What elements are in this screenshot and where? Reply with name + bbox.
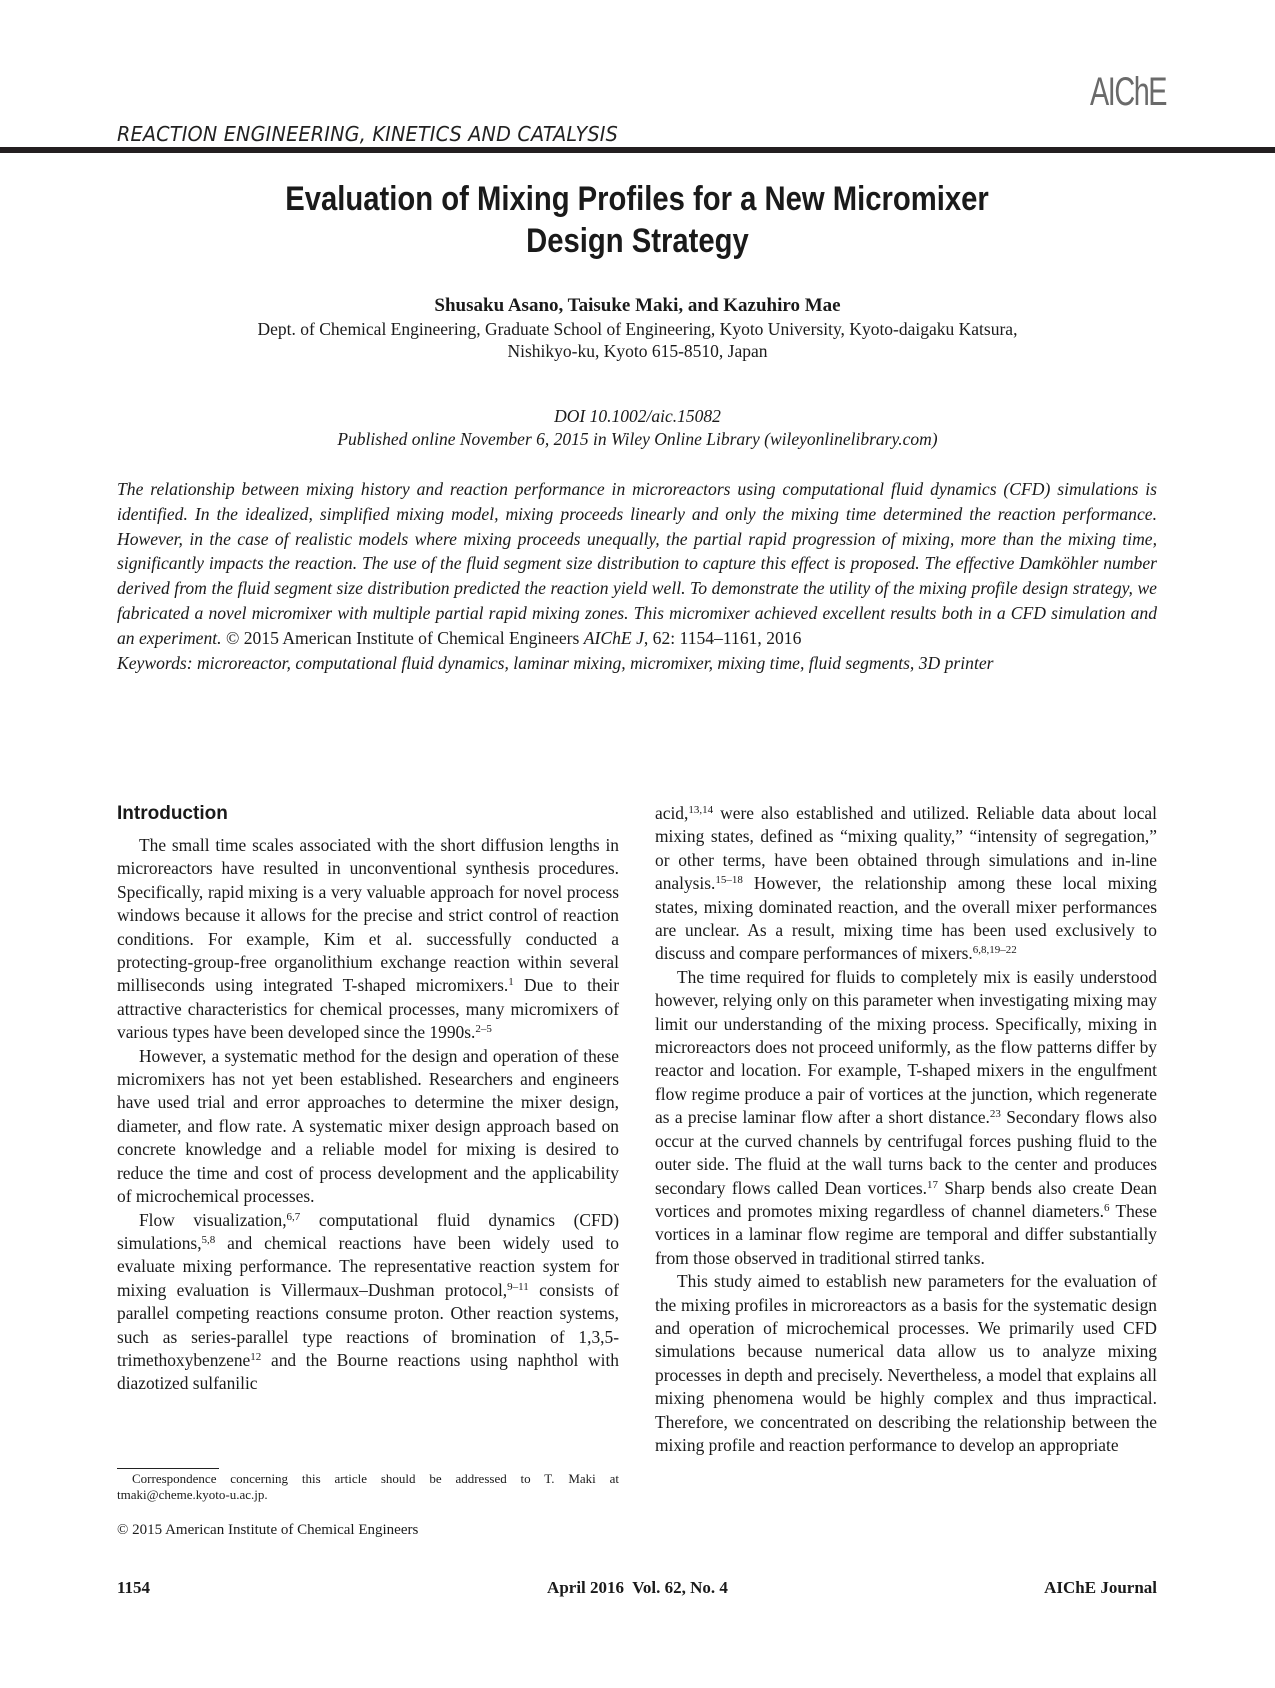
paragraph: Flow visualization,$^{6,7}$ computational fluid dynamics (CFD) simulations,$^{5,8}$ and chemical reactions have been widely used to evaluate mixing performance. The representative reaction system for mixing evaluation is Villermaux–Dushman protocol,$^{9-11}$ consists of parallel competing reactions consume proton. Other reaction systems, such as series-parallel type reactions of bromination of 1,3,5-trimethoxybenzene$^{12}$ and the Bourne reactions using naphthol with diazotized sulfanilic [117,1209,619,1394]
journal-abbrev: AIChE J [583,627,644,648]
footnote-divider [117,1468,219,1469]
publication-info [0,405,1275,451]
affiliation [0,318,1275,362]
journal-name: AIChE Journal [1044,1578,1157,1597]
citation-ref[interactable]: 6,7 [286,1210,301,1223]
citation-ref[interactable]: 2–5 [475,1023,492,1036]
keywords: Keywords: microreactor, computational fluid dynamics, laminar mixing, micromixer, mixing time, fluid segments, 3D printer [117,652,994,673]
citation-ref[interactable]: 6,8,19–22 [972,944,1017,957]
abstract [117,477,1157,675]
correspondence-footnote: Correspondence concerning this article should be addressed to T. Maki at tmaki@cheme.kyoto-u.ac.jp. [117,1471,619,1502]
affiliation-line-1: Dept. of Chemical Engineering, Graduate School of Engineering, Kyoto University, Kyoto-daigaku Katsura, [257,319,1018,339]
aiche-logo: AIChE [1090,70,1167,114]
citation-ref[interactable]: 15–18 [715,874,743,887]
issue-info: April 2016 Vol. 62, No. 4 [547,1578,728,1597]
citation-ref[interactable]: 9–11 [507,1280,529,1293]
paragraph: This study aimed to establish new parameters for the evaluation of the mixing profiles in microreactors as a basis for the systematic design and operation of microchemical processes. We primarily used CFD simulations because numerical data allow us to analyze mixing processes in depth and precisely. Nevertheless, a model that explains all mixing phenomena would be highly complex and thus impractical. Therefore, we concentrated on describing the relationship between the mixing profile and reaction performance to develop an appropriate [655,1271,1157,1455]
paragraph: The small time scales associated with the short diffusion lengths in microreactors have resulted in unconventional synthesis procedures. Specifically, rapid mixing is a very valuable approach for novel process windows because it allows for the precise and strict control of reaction conditions. For example, Kim et al. successfully conducted a protecting-group-free organolithium exchange reaction within several milliseconds using integrated T-shaped micromixers.$^1$ Due to their attractive characteristics for chemical processes, many micromixers of various types have been developed since the 1990s.$^{2-5}$ [117,835,619,1043]
article-title [0,178,1275,262]
citation-ref[interactable]: 5,8 [201,1233,216,1246]
doi-link[interactable]: DOI 10.1002/aic.15082 [554,406,721,426]
citation-ref[interactable]: 17 [927,1178,939,1191]
abstract-text: The relationship between mixing history and reaction performance in microreactors using computational fluid dynamics (CFD) simulations is identified. In the idealized, simplified mixing model, mixing proceeds linearly and only the mixing time determined the reaction performance. However, in the case of realistic models where mixing proceeds unequally, the partial rapid progression of mixing, more than the mixing time, significantly impacts the reaction. The use of the fluid segment size distribution to capture this effect is proposed. The effective Damköhler number derived from the fluid segment size distribution predicted the reaction yield well. To demonstrate the utility of the mixing profile design strategy, we fabricated a novel micromixer with multiple partial rapid mixing zones. This micromixer achieved excellent results both in a CFD simulation and an experiment. [117,479,1157,648]
page-number: 1154 [117,1578,151,1597]
paragraph: acid,$^{13,14}$ were also established and utilized. Reliable data about local mixing states, defined as “mixing quality,” “intensity of segregation,” or other terms, have been obtained through simulations and in-line analysis.$^{15-18}$ However, the relationship among these local mixing states, mixing dominated reaction, and the overall mixer performances are unclear. As a result, mixing time has been used exclusively to discuss and compare performances of mixers.$^{6,8,19-22}$ [655,803,1157,964]
abstract-copyright: © 2015 American Institute of Chemical Engineers [221,627,584,648]
body-column-left [117,802,619,1396]
header-rule [0,147,1275,153]
body-column-right [655,802,1157,1457]
title-line-1: Evaluation of Mixing Profiles for a New Micromixer [285,180,990,218]
paragraph: The time required for fluids to completely mix is easily understood however, relying only on this parameter when investigating mixing may limit our understanding of the mixing process. Specifically, mixing in microreactors does not proceed uniformly, as the flow patterns differ by reactor and location. For example, T-shaped mixers in the engulfment flow regime produce a pair of vortices at the junction, which regenerate as a precise laminar flow after a short distance.$^{23}$ Secondary flows also occur at the curved channels by centrifugal forces pushing fluid to the outer side. The fluid at the wall turns back to the center and produces secondary flows called Dean vortices.$^{17}$ Sharp bends also create Dean vortices and promotes mixing regardless of channel diameters.$^6$ These vortices in a laminar flow regime are temporal and differ substantially from those observed in traditional stirred tanks. [655,966,1158,1268]
authors: Shusaku Asano, Taisuke Maki, and Kazuhiro Mae [434,295,841,316]
paragraph: However, a systematic method for the design and operation of these micromixers has not yet been established. Researchers and engineers have used trial and error approaches to determine the mixer design, diameter, and flow rate. A systematic mixer design approach based on concrete knowledge and a reliable model for mixing is desired to reduce the time and cost of process development and the applicability of microchemical processes. [117,1045,619,1207]
citation-ref[interactable]: 23 [989,1108,1001,1121]
affiliation-line-2: Nishikyo-ku, Kyoto 615-8510, Japan [507,341,768,361]
abstract-citation: , 62: 1154–1161, 2016 [643,627,802,648]
citation-ref[interactable]: 13,14 [688,804,714,816]
citation-ref[interactable]: 6 [1104,1201,1110,1214]
section-heading-introduction: Introduction [117,803,228,824]
published-online: Published online November 6, 2015 in Wiley Online Library (wileyonlinelibrary.com) [337,429,938,449]
section-tag: REACTION ENGINEERING, KINETICS AND CATALYSIS [117,122,618,146]
copyright-notice: © 2015 American Institute of Chemical Engineers [117,1522,419,1538]
citation-ref[interactable]: 1 [508,976,514,989]
citation-ref[interactable]: 12 [250,1350,262,1363]
title-line-2: Design Strategy [526,222,749,260]
